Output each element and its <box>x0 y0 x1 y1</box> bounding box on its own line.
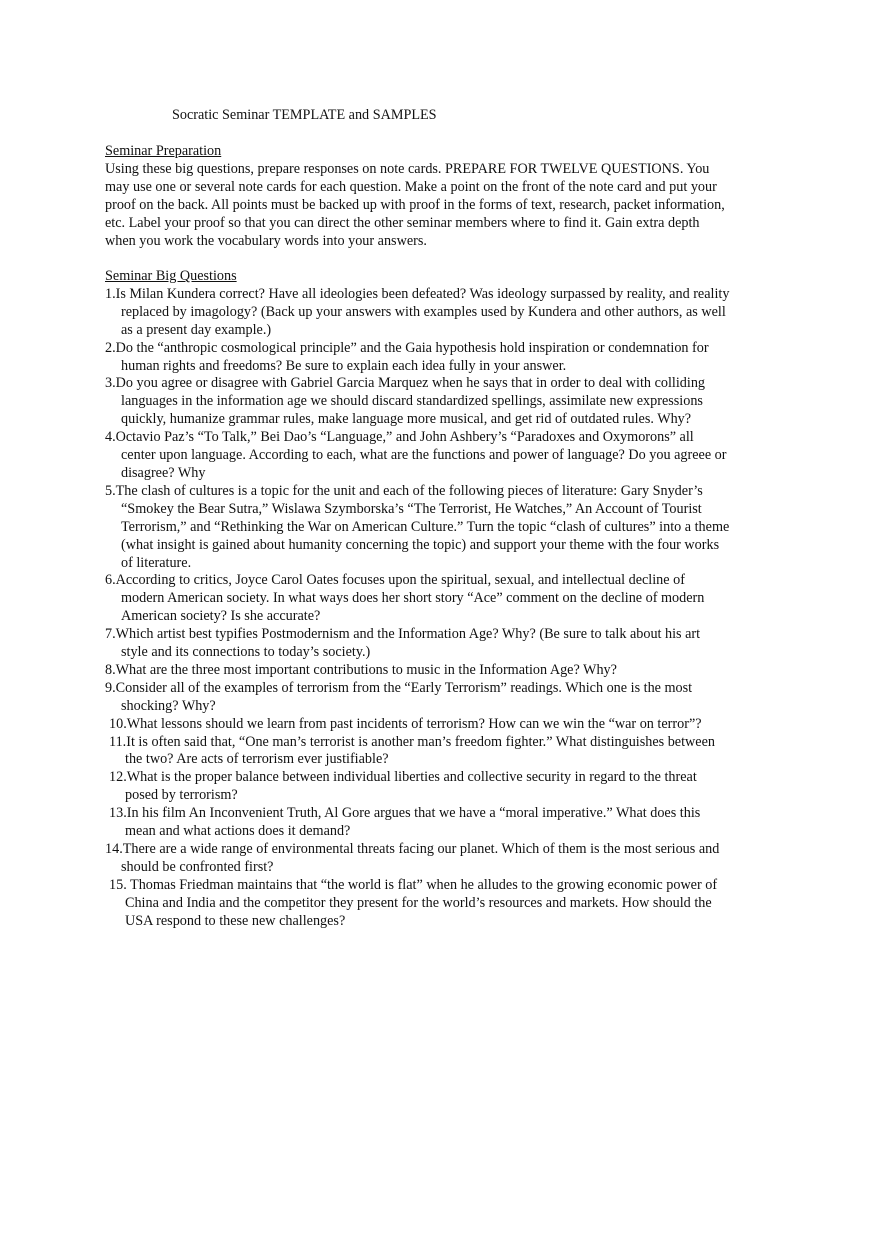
seminar-big-questions-section <box>105 268 730 931</box>
question-item: 15. Thomas Friedman maintains that “the world is flat” when he alludes to the growing economic power of China and India and the competitor they present for the world’s resources and markets. How should the USA respond to these new challenges? <box>109 876 718 929</box>
question-item: 3.Do you agree or disagree with Gabriel Garcia Marquez when he says that in order to deal with colliding languages in the information age we should discard standardized spellings, assimilate new expressions quickly, humanize grammar rules, make language more musical, and get rid of outdated rules. Why? <box>105 375 706 428</box>
question-item: 8.What are the three most important contributions to music in the Information Age? Why? <box>105 661 617 678</box>
question-item: 9.Consider all of the examples of terrorism from the “Early Terrorism” readings. Which one is the most shocking? Why? <box>105 679 693 714</box>
document-title: Socratic Seminar TEMPLATE and SAMPLES <box>172 107 437 123</box>
question-item: 10.What lessons should we learn from past incidents of terrorism? How can we win the “war on terror”? <box>109 715 702 732</box>
question-item: 7.Which artist best typifies Postmodernism and the Information Age? Why? (Be sure to talk about his art style and its connections to today’s society.) <box>105 626 701 661</box>
seminar-preparation-text: Using these big questions, prepare responses on note cards. PREPARE FOR TWELVE QUESTIONS. You may use one or several note cards for each question. Make a point on the front of the note card and put your proof on the back. All points must be backed up with proof in the forms of text, research, packet information, etc. Label your proof so that you can direct the other seminar members where to find it. Gain extra depth when you work the vocabulary words into your answers. <box>105 160 725 249</box>
question-item: 4.Octavio Paz’s “To Talk,” Bei Dao’s “Language,” and John Ashbery’s “Paradoxes and Oxymorons” all center upon language. According to each, what are the functions and power of language? Do you agreee or disagree? Why <box>105 429 727 481</box>
question-item: 5.The clash of cultures is a topic for the unit and each of the following pieces of literature: Gary Snyder’s “Smokey the Bear Sutra,” Wislawa Szymborska’s “The Terrorist, He Watches,” An Account of Tourist Terrorism,” and “Rethinking the War on American Culture.” Turn the topic “clash of cultures” into a theme (what insight is gained about humanity concerning the topic) and support your theme with the four works of literature. <box>105 482 730 571</box>
question-item: 2.Do the “anthropic cosmological principle” and the Gaia hypothesis hold inspiration or condemnation for human rights and freedoms? Be sure to explain each idea fully in your answer. <box>105 339 709 374</box>
question-item: 6.According to critics, Joyce Carol Oates focuses upon the spiritual, sexual, and intellectual decline of modern American society. In what ways does her short story “Ace” comment on the decline of modern American society? Is she accurate? <box>105 572 705 625</box>
question-item: 1.Is Milan Kundera correct? Have all ideologies been defeated? Was ideology surpassed by reality, and reality replaced by imagology? (Back up your answers with examples used by Kundera and other authors, as well as a present day example.) <box>105 285 730 338</box>
seminar-big-questions-heading: Seminar Big Questions <box>105 268 237 284</box>
question-item: 14.There are a wide range of environmental threats facing our planet. Which of them is the most serious and should be confronted first? <box>105 841 720 875</box>
question-item: 13.In his film An Inconvenient Truth, Al Gore argues that we have a “moral imperative.” What does this mean and what actions does it demand? <box>109 805 701 840</box>
question-item: 11.It is often said that, “One man’s terrorist is another man’s freedom fighter.” What distinguishes between the two? Are acts of terrorism ever justifiable? <box>109 733 715 768</box>
seminar-preparation-heading: Seminar Preparation <box>105 143 222 159</box>
seminar-preparation-section <box>105 143 730 250</box>
question-item: 12.What is the proper balance between individual liberties and collective security in regard to the threat posed by terrorism? <box>109 769 697 804</box>
question-list <box>105 286 730 931</box>
